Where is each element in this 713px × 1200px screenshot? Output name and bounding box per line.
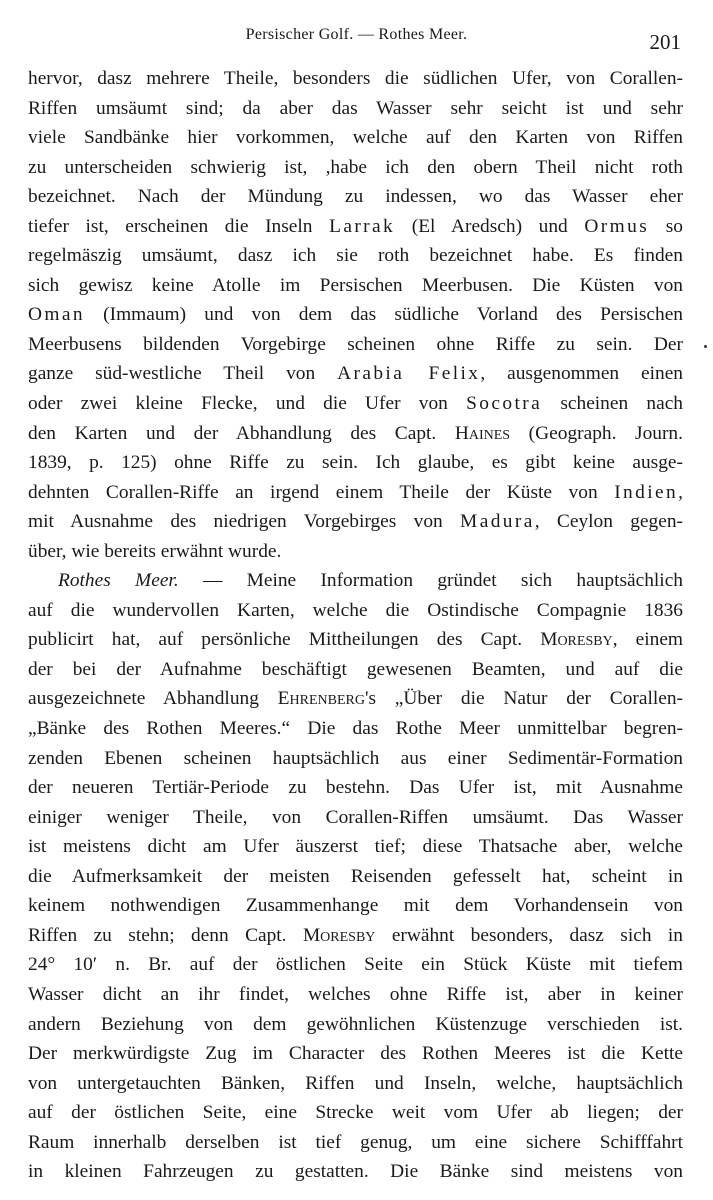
text-segment: — Meine Information gründet sich hauptsächlich <box>178 570 683 592</box>
text-segment: tiefer ist, erscheinen die Inseln <box>28 215 330 237</box>
text-segment: publicirt hat, auf persönliche Mittheilungen des Capt. <box>28 629 541 651</box>
text-segment: 's „Über die Natur der Corallen- <box>364 688 683 710</box>
text-line <box>28 330 683 360</box>
text-line <box>28 655 683 685</box>
emphasized-text: Ormus <box>584 215 650 237</box>
text-line <box>28 1157 683 1187</box>
text-segment: , einem <box>612 629 683 651</box>
text-segment: Riffen zu stehn; denn Capt. <box>28 924 303 946</box>
text-segment: , Ceylon gegen- <box>534 511 683 533</box>
text-line <box>28 300 683 330</box>
text-segment: 24° 10′ n. Br. auf der östlichen Seite ein Stück Küste mit tiefem <box>28 954 683 976</box>
text-segment: von untergetauchten Bänken, Riffen und Inseln, welche, hauptsächlich <box>28 1072 683 1094</box>
text-line <box>28 212 683 242</box>
text-line <box>28 1128 683 1158</box>
emphasized-text: Ehrenberg <box>277 688 365 710</box>
text-segment: „Bänke des Rothen Meeres.“ Die das Rothe Meer unmittelbar begren- <box>28 718 683 740</box>
emphasized-text: Oman <box>28 304 85 326</box>
text-segment: keinem nothwendigen Zusammenhange mit dem Vorhandensein von <box>28 895 683 917</box>
text-segment: Raum innerhalb derselben ist tief genug, um eine sichere Schifffahrt <box>28 1131 683 1153</box>
text-segment: zenden Ebenen scheinen hauptsächlich aus einer Sedimentär-Formation <box>28 747 683 769</box>
text-segment: einiger weniger Theile, von Corallen-Riffen umsäumt. Das Wasser <box>28 806 683 828</box>
text-segment: mit Ausnahme des niedrigen Vorgebirges von <box>28 511 461 533</box>
text-line <box>28 625 683 655</box>
text-segment: Wasser dicht an ihr findet, welches ohne Riffe ist, aber in keiner <box>28 983 683 1005</box>
text-segment: Meerbusens bildenden Vorgebirge scheinen ohne Riffe zu sein. Der <box>28 333 683 355</box>
emphasized-text: Socotra <box>466 393 543 415</box>
emphasized-text: Moresby <box>540 629 613 651</box>
text-segment: oder zwei kleine Flecke, und die Ufer von <box>28 393 467 415</box>
text-segment: hervor, dasz mehrere Theile, besonders die südlichen Ufer, von Corallen- <box>28 68 683 89</box>
text-line <box>28 803 683 833</box>
text-segment: , ausgenommen einen <box>480 363 683 385</box>
emphasized-text: Rothes Meer. <box>58 570 179 592</box>
emphasized-text: Madura <box>460 511 535 533</box>
text-segment: ausgezeichnete Abhandlung <box>28 688 278 710</box>
text-segment: auf die wundervollen Karten, welche die Ostindische Compagnie 1836 <box>28 599 683 621</box>
text-line <box>28 419 683 449</box>
text-segment: regelmäszig umsäumt, dasz ich sie roth bezeichnet habe. Es finden <box>28 245 683 267</box>
emphasized-text: Moresby <box>302 924 376 946</box>
text-segment: (Geograph. Journ. <box>510 422 683 444</box>
text-line <box>28 596 683 626</box>
text-segment: bezeichnet. Nach der Mündung zu indessen, wo das Wasser eher <box>28 186 683 208</box>
running-title: Persischer Golf. — Rothes Meer. <box>245 26 468 43</box>
text-line <box>28 684 683 714</box>
text-segment: die Aufmerksamkeit der meisten Reisenden gefesselt hat, scheint in <box>28 865 683 887</box>
text-segment: der neueren Tertiär-Periode zu bestehn. Das Ufer ist, mit Ausnahme <box>28 777 683 799</box>
text-segment: Riffen umsäumt sind; da aber das Wasser sehr seicht ist und sehr <box>28 97 683 119</box>
text-segment: Der merkwürdigste Zug im Character des Rothen Meeres ist die Kette <box>28 1043 683 1065</box>
text-line <box>28 1069 683 1099</box>
text-line <box>28 64 683 94</box>
text-segment: erwähnt besonders, dasz sich in <box>375 924 683 946</box>
text-segment: über, wie bereits erwähnt wurde. <box>28 540 282 562</box>
text-line <box>28 389 683 419</box>
text-line <box>28 448 683 478</box>
emphasized-text: Larrak <box>329 215 396 237</box>
body-text <box>28 64 683 1187</box>
text-segment: zu unterscheiden schwierig ist, ,habe ich den obern Theil nicht roth <box>28 156 683 178</box>
text-segment: viele Sandbänke hier vorkommen, welche auf den Karten von Riffen <box>28 127 683 149</box>
text-line <box>28 182 683 212</box>
text-segment: (Immaum) und von dem das südliche Vorland des Persischen <box>85 304 683 326</box>
text-line <box>28 950 683 980</box>
text-line <box>28 123 683 153</box>
emphasized-text: Arabia Felix <box>337 363 481 385</box>
text-line <box>28 980 683 1010</box>
text-line <box>28 773 683 803</box>
emphasized-text: Indien <box>614 481 679 503</box>
text-line <box>28 478 683 508</box>
text-line <box>28 94 683 124</box>
text-line <box>28 1039 683 1069</box>
text-line <box>28 537 683 567</box>
text-segment: 1839, p. 125) ohne Riffe zu sein. Ich glaube, es gibt keine ausge- <box>28 452 683 474</box>
margin-mark <box>704 345 707 348</box>
emphasized-text: Haines <box>454 422 511 444</box>
text-segment: in kleinen Fahrzeugen zu gestatten. Die Bänke sind meistens von <box>28 1161 683 1183</box>
text-segment: ist meistens dicht am Ufer äuszerst tief; diese Thatsache aber, welche <box>28 836 683 858</box>
text-segment: sich gewisz keine Atolle im Persischen Meerbusen. Die Küsten von <box>28 274 683 296</box>
text-segment: der bei der Aufnahme beschäftigt gewesenen Beamten, und auf die <box>28 658 683 680</box>
running-head <box>0 22 713 56</box>
text-line <box>28 1098 683 1128</box>
text-line <box>28 832 683 862</box>
text-segment: den Karten und der Abhandlung des Capt. <box>28 422 455 444</box>
text-segment: dehnten Corallen-Riffe an irgend einem Theile der Küste von <box>28 481 615 503</box>
text-line <box>28 241 683 271</box>
text-segment: andern Beziehung von dem gewöhnlichen Küstenzuge verschieden ist. <box>28 1013 683 1035</box>
text-line <box>28 153 683 183</box>
text-segment: auf der östlichen Seite, eine Strecke weit vom Ufer ab liegen; der <box>28 1102 683 1124</box>
text-line <box>28 1010 683 1040</box>
text-line <box>28 359 683 389</box>
text-line <box>28 891 683 921</box>
text-segment: (El Aredsch) und <box>395 215 585 237</box>
text-segment: , <box>678 481 683 503</box>
text-line <box>28 507 683 537</box>
text-segment: scheinen nach <box>542 393 683 415</box>
text-line <box>28 714 683 744</box>
page-number: 201 <box>649 30 681 54</box>
text-line <box>28 566 683 596</box>
text-segment: ganze süd-westliche Theil von <box>28 363 338 385</box>
text-line <box>28 271 683 301</box>
text-line <box>28 921 683 951</box>
text-line <box>28 744 683 774</box>
text-segment: so <box>649 215 683 237</box>
text-line <box>28 862 683 892</box>
